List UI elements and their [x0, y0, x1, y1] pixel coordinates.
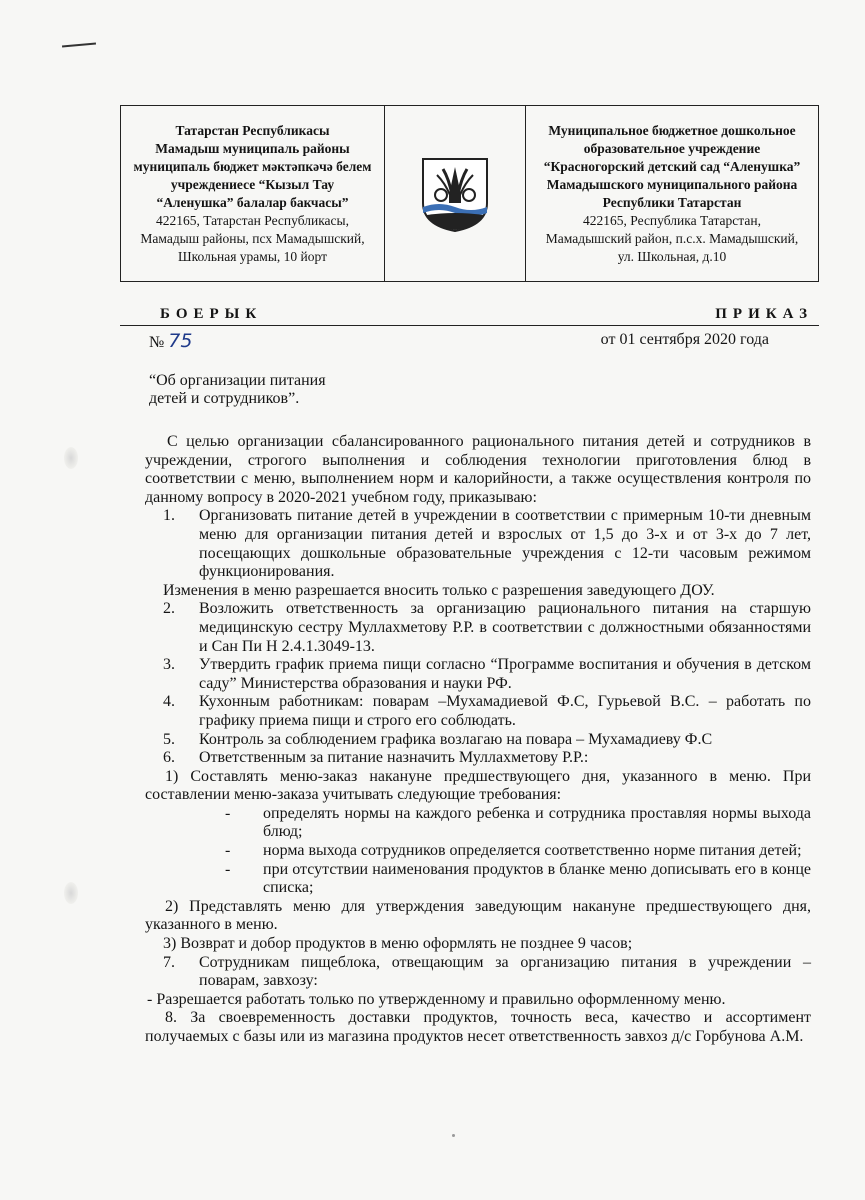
requirement-item: [145, 861, 811, 898]
corner-mark: [62, 43, 96, 48]
letterhead-line: 422165, Республика Татарстан,: [583, 212, 761, 228]
intro-paragraph: С целью организации сбалансированного рационального питания детей и сотрудников в учреждении, строгого выполнения и соблюдения технологии приготовления блюд в соответствии с меню, выполнением норм и калорийности, а также осуществления контроля по данному вопросу в 2020-2021 учебном году, приказываю:: [145, 433, 811, 506]
letterhead-line: Мамадыш муниципаль районы: [155, 140, 350, 156]
dash-mark: -: [225, 842, 231, 860]
order-date: от 01 сентября 2020 года: [600, 331, 769, 348]
list-note: Изменения в меню разрешается вносить только с разрешения заведующего ДОУ.: [163, 581, 715, 599]
requirement-item: [145, 805, 811, 842]
sub-item-3: 3) Возврат и добор продуктов в меню оформлять не позднее 9 часов;: [163, 935, 633, 953]
order-subject: [149, 372, 326, 408]
list-item-number: 7.: [163, 953, 175, 971]
dash-mark: -: [225, 804, 231, 822]
requirement-text: при отсутствии наименования продуктов в бланке меню дописывать его в конце списка;: [263, 860, 811, 897]
list-item-text: Возложить ответственность за организацию рационального питания на старшую медицинскую сестру Муллахметову Р.Р. в соответствии с должностными обязанностями и Сан Пи Н 2.4.1.3049-13.: [199, 600, 811, 655]
letterhead-line: Республики Татарстан: [602, 194, 742, 210]
list-item: [145, 693, 811, 730]
order-number: [149, 330, 192, 352]
order-title-russian: ПРИКАЗ: [715, 306, 813, 322]
list-item-number: 3.: [163, 656, 175, 674]
list-item-number: 5.: [163, 730, 175, 748]
letterhead-line: “Красногорский детский сад “Аленушка”: [543, 158, 801, 174]
dash-mark: -: [225, 860, 231, 878]
coat-of-arms-icon: [419, 155, 491, 233]
sub-item-1: 1) Составлять меню-заказ накануне предшествующего дня, указанного в меню. При составлении меню-заказа учитывать следующие требования:: [145, 767, 811, 804]
list-item: [145, 731, 811, 750]
letterhead-line: Мамадышский район, п.с.х. Мамадышский,: [545, 230, 799, 246]
letterhead-line: Мамадышского муниципального района: [546, 176, 798, 192]
letterhead: [120, 105, 819, 282]
list-item: [145, 954, 811, 991]
letterhead-line: 422165, Татарстан Республикасы,: [156, 212, 349, 228]
order-number-label: №: [149, 334, 165, 351]
list-item-text: Кухонным работникам: поварам –Мухамадиевой Ф.С, Гурьевой В.С. – работать по графику приема пищи и строго его соблюдать.: [199, 693, 811, 729]
list-item-number: 2.: [163, 600, 175, 618]
order-body: [145, 433, 811, 1047]
list-item-number: 6.: [163, 749, 175, 767]
letterhead-line: Школьная урамы, 10 йорт: [178, 248, 327, 264]
list-item: [145, 656, 811, 693]
order-title-tatar: БОЕРЫК: [160, 306, 263, 322]
scan-speck: [452, 1134, 455, 1137]
letterhead-line: ул. Школьная, д.10: [617, 248, 727, 264]
letterhead-line: Муниципальное бюджетное дошкольное: [548, 122, 796, 138]
punch-hole: [64, 447, 78, 469]
letterhead-line: “Аленушка” балалар бакчасы”: [156, 194, 349, 210]
letterhead-line: Мамадыш районы, псх Мамадышский,: [140, 230, 365, 246]
list-item-text: Ответственным за питание назначить Муллахметову Р.Р.:: [199, 749, 589, 767]
list-item: [145, 507, 811, 581]
list-item-text: Контроль за соблюдением графика возлагаю на повара – Мухамадиеву Ф.С: [199, 730, 713, 748]
letterhead-line: муниципаль бюджет мәктәпкәчә белем: [133, 158, 372, 174]
requirement-text: норма выхода сотрудников определяется соответственно норме питания детей;: [263, 842, 802, 860]
list-item-text: Утвердить график приема пищи согласно “Программе воспитания и обучения в детском саду” Министерства образования и науки РФ.: [199, 656, 811, 692]
menu-rule: - Разрешается работать только по утвержденному и правильно оформленному меню.: [147, 990, 726, 1008]
list-item-text: Организовать питание детей в учреждении в соответствии с примерным 10-ти дневным меню для организации питания детей и взрослых от 1,5 до 3-х и от 3-х до 7 лет, посещающих дошкольные образовательные учреждения с 12-ти часовым режимом функционирования.: [199, 507, 811, 581]
list-item: [145, 749, 811, 768]
list-item-number: 1.: [163, 507, 175, 525]
subject-line: детей и сотрудников”.: [149, 390, 300, 407]
list-item-number: 4.: [163, 693, 175, 711]
sub-item-2: 2) Представлять меню для утверждения заведующим накануне предшествующего дня, указанного в меню.: [145, 897, 811, 934]
list-item-text: Сотрудникам пищеблока, отвещающим за организацию питания в учреждении – поварам, завхозу:: [199, 953, 811, 990]
letterhead-line: учреждениесе “Кызыл Тау: [170, 176, 335, 192]
order-number-handwritten: 75: [168, 330, 193, 352]
item-8-paragraph: 8. За своевременность доставки продуктов, точность веса, качество и ассортимент получаемых с базы или из магазина продуктов несет ответственность завхоз д/с Горбунова А.М.: [145, 1009, 811, 1045]
order-title-row: [120, 300, 819, 326]
requirement-text: определять нормы на каждого ребенка и сотрудника проставляя нормы выхода блюд;: [263, 804, 811, 841]
letterhead-emblem-cell: [385, 106, 526, 281]
requirement-item: [145, 842, 811, 861]
letterhead-tatar: [121, 106, 385, 281]
letterhead-russian: [526, 106, 818, 281]
subject-line: “Об организации питания: [149, 372, 326, 389]
letterhead-line: образовательное учреждение: [583, 140, 761, 156]
punch-hole: [64, 882, 78, 904]
list-item: [145, 600, 811, 656]
letterhead-line: Татарстан Республикасы: [175, 122, 330, 138]
